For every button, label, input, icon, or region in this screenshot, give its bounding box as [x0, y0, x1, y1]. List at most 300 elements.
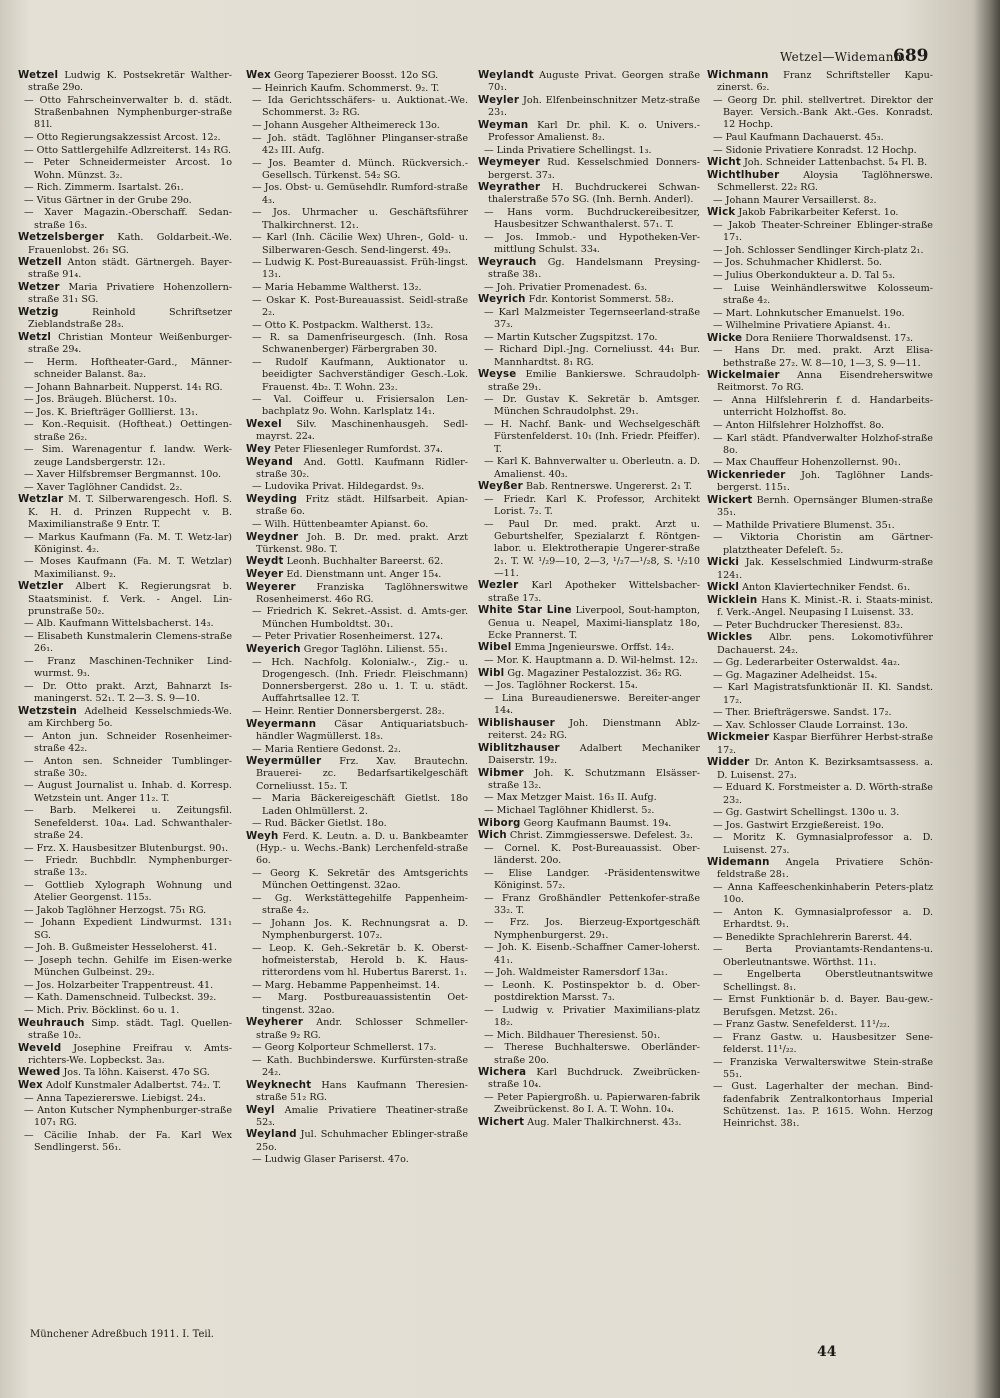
directory-entry [246, 444, 468, 456]
entry-text: — Dr. Gustav K. Sekretär b. Amtsger. München Schraudolphst. 29₁. [484, 394, 700, 418]
directory-entry [246, 1017, 468, 1042]
entry-text: — Otto Sattlergehilfe Adlzreiterst. 14₃ RG. [24, 144, 232, 156]
entry-text: Angela Privatiere Schön-feldstraße 28₁. [717, 857, 933, 881]
entry-text: — Joh. Privatier Promenadest. 6₃. [484, 281, 648, 293]
directory-entry [707, 457, 933, 469]
entry-text: — Friedrich K. Sekret.-Assist. d. Amts-ger. München Humboldtst. 30₁. [252, 606, 468, 630]
entry-surname: White Star Line [478, 605, 572, 617]
entry-text: Gg. Handelsmann Preysing-straße 38₁. [488, 256, 700, 281]
entry-surname: Weuhrauch [18, 1017, 85, 1029]
directory-entry [18, 307, 232, 332]
entry-text: Cäsar Antiquariatsbuch-händler Wagmüllerst. 18₃. [256, 718, 468, 742]
entry-text: — Peter Buchdrucker Theresienst. 83₂. [713, 619, 904, 631]
directory-entry [246, 207, 468, 232]
entry-surname: Weyland [246, 1129, 297, 1141]
directory-entry [246, 631, 468, 643]
directory-entry [246, 182, 468, 207]
entry-text: — Otto Fahrscheinverwalter b. d. städt. Straßenbahnen Nymphenburger-straße 81l. [24, 94, 232, 131]
entry-text: Christian Monteur Weißenburger-straße 29₄. [28, 331, 232, 356]
entry-text: — Anton jun. Schneider Rosenheimer-straße 42₂. [24, 730, 232, 754]
directory-entry [478, 805, 700, 817]
entry-surname: Wey [246, 443, 272, 455]
directory-column-1 [18, 70, 232, 1360]
directory-entry [246, 120, 468, 132]
entry-text: — Hans vorm. Buchdruckereibesitzer, Hausbesitzer Schwanthalerst. 57₁. T. [484, 207, 700, 231]
directory-entry [246, 1055, 468, 1080]
entry-text: Franziska Taglöhnerswitwe Rosenheimerst. 46o RG. [256, 581, 468, 605]
entry-text: Ludwig K. Postsekretär Walther-straße 29o. [28, 70, 232, 94]
directory-entry [18, 805, 232, 842]
directory-entry [707, 220, 933, 245]
directory-entry [707, 707, 933, 719]
directory-entry [707, 620, 933, 632]
directory-entry [478, 344, 700, 369]
directory-entry [18, 132, 232, 144]
entry-text: — Alb. Kaufmann Wittelsbacherst. 14₃. [24, 618, 214, 630]
entry-surname: Weylandt [478, 70, 534, 81]
entry-text: — Anna Kaffeeschenkinhaberin Peters-platz 10o. [713, 882, 933, 906]
directory-entry [18, 532, 232, 557]
entry-text: — Jos. Gastwirt Erzgießereist. 19o. [713, 819, 884, 831]
directory-entry [18, 257, 232, 282]
entry-text: — Ida Gerichtsschäfers- u. Auktionat.-We. Schommerst. 3₂ RG. [252, 95, 468, 119]
entry-text: — Rich. Zimmerm. Isartalst. 26₁. [24, 182, 184, 194]
directory-entry [18, 556, 232, 581]
directory-entry [478, 792, 700, 804]
entry-text: — Anton Kutscher Nymphenburger-straße 107₁ RG. [24, 1105, 232, 1129]
entry-text: Rud. Kesselschmied Donners-bergerst. 37₃. [488, 157, 700, 181]
entry-text: Aug. Maler Thalkirchnerst. 43₃. [524, 1116, 682, 1128]
entry-surname: Weydner [246, 531, 299, 543]
entry-text: — Herm. Hoftheater-Gard., Männer-schneider Balanst. 8a₂. [24, 356, 232, 380]
entry-surname: Wetzell [18, 257, 62, 269]
entry-text: — Sidonie Privatiere Konradst. 12 Hochp. [713, 144, 917, 156]
directory-entry [246, 943, 468, 980]
entry-text: — Karl (Inh. Cäcilie Wex) Uhren-, Gold- u. Silberwaren-Gesch. Send-lingerst. 49₃. [252, 232, 468, 256]
entry-text: Peter Fliesenleger Rumfordst. 37₄. [271, 443, 443, 455]
directory-entry [18, 70, 232, 95]
directory-entry [478, 1092, 700, 1117]
directory-entry [246, 719, 468, 744]
entry-text: M. T. Silberwarengesch. Hofl. S. K. H. d. Prinzen Ruppecht v. B. Maximilianstraße 9 Entr. T. [28, 494, 232, 530]
entry-surname: Wickl [707, 582, 740, 594]
directory-entry [707, 994, 933, 1019]
directory-entry [707, 283, 933, 308]
entry-text: — Franz Maschinen-Techniker Lind-wurmst. 9₃. [24, 655, 232, 680]
directory-entry [707, 670, 933, 682]
page-binding-shadow [974, 0, 1000, 1398]
directory-entry [478, 481, 700, 493]
entry-text: — Viktoria Choristin am Gärtner-platztheater Defeleſt. 5₂. [713, 532, 933, 556]
entry-surname: Wetzl [18, 331, 52, 343]
directory-entry [18, 157, 232, 182]
directory-entry [478, 182, 700, 207]
entry-text: — August Journalist u. Inhab. d. Korresp. Wetzstein unt. Anger 11₂. T. [24, 780, 232, 804]
directory-entry [707, 145, 933, 157]
directory-entry [18, 1043, 232, 1068]
directory-entry [246, 232, 468, 257]
directory-entry [246, 657, 468, 706]
directory-entry [246, 556, 468, 568]
entry-surname: Wiblishauser [478, 717, 555, 729]
entry-text: — Maria Bäckereigeschäft Gietlst. 18o Laden Ohlmüllerst. 2. [252, 793, 468, 817]
directory-entry [707, 807, 933, 819]
directory-entry [707, 820, 933, 832]
entry-text: — Jakob Theater-Schreiner Eblinger-straße 17₁. [713, 219, 933, 244]
entry-text: — Wilh. Hüttenbeamter Apianst. 6o. [252, 518, 429, 530]
entry-text: — Sim. Warenagentur f. landw. Werk-zeuge Landsbergerstr. 12₁. [24, 444, 232, 468]
entry-text: Reinhold Schriftsetzer Zieblandstraße 28₃. [28, 306, 232, 331]
entry-text: Adalbert Mechaniker Daiserstr. 19₂. [488, 742, 700, 766]
entry-surname: Wezler [478, 580, 519, 592]
directory-entry [246, 1154, 468, 1166]
footer-imprint: Münchener Adreßbuch 1911. I. Teil. [30, 1329, 214, 1340]
entry-surname: Weyerer [246, 581, 296, 593]
directory-entry [707, 395, 933, 420]
entry-surname: Wexel [246, 419, 282, 431]
entry-text: — H. Nachf. Bank- und Wechselgeschäft Fürstenfelderst. 10₁ (Inh. Friedr. Pfeiffer). T. [484, 419, 700, 455]
entry-text: — Joh. K. Eisenb.-Schaffner Camer-loherst. 41₁. [484, 942, 700, 966]
entry-surname: Wibmer [478, 767, 524, 779]
entry-surname: Wichera [478, 1067, 527, 1079]
entry-text: Karl Apotheker Wittelsbacher-straße 17₃. [488, 580, 700, 604]
entry-surname: Weyermann [246, 718, 317, 730]
entry-text: Karl Dr. phil. K. o. Univers.-Professor Amalienst. 8₂. [488, 119, 700, 144]
directory-entry [246, 582, 468, 607]
directory-entry [246, 569, 468, 581]
page-number: 689 [893, 46, 929, 66]
entry-text: — Peter Papiergroßh. u. Papierwaren-fabrik Zweibrückenst. 8o I. A. T. Wohn. 10₄. [484, 1092, 700, 1116]
directory-entry [18, 855, 232, 880]
entry-text: — Martin Kutscher Zugspitzst. 17o. [484, 331, 658, 343]
entry-text: Auguste Privat. Georgen straße 70₁. [488, 70, 700, 94]
entry-text: — Richard Dipl.-Jng. Corneliusst. 44₁ Bur. Mannhardtst. 8₁ RG. [484, 344, 700, 368]
entry-text: — Gg. Gastwirt Schellingst. 130o u. 3. [713, 807, 900, 819]
footer-signature-number: 44 [817, 1344, 837, 1360]
entry-text: Fritz städt. Hilfsarbeit. Apian-straße 6o. [256, 494, 468, 518]
directory-entry [18, 917, 232, 942]
entry-surname: Weyrauch [478, 256, 537, 268]
directory-column-2 [246, 70, 468, 1360]
directory-entry [18, 195, 232, 207]
entry-text: — Peter Schneidermeister Arcost. 1o Wohn. Münzst. 3₂. [24, 157, 232, 181]
directory-entry [707, 944, 933, 969]
directory-entry [246, 606, 468, 631]
entry-text: Ed. Dienstmann unt. Anger 15₄. [283, 569, 442, 580]
entry-text: — Leonh. K. Postinspektor b. d. Ober-postdirektion Marsst. 7₃. [484, 979, 700, 1004]
directory-entry [478, 257, 700, 282]
directory-entry [18, 382, 232, 394]
directory-entry [246, 158, 468, 183]
entry-text: — Joh. B. Gußmeister Hesseloherst. 41. [24, 942, 217, 954]
entry-text: — Ludovika Privat. Hildegardst. 9₃. [252, 481, 425, 493]
directory-entry [707, 907, 933, 932]
entry-text: — Barb. Melkerei u. Zeitungsfil. Senefelderst. 10a₄. Lad. Schwanthaler-straße 24. [24, 805, 232, 841]
entry-text: — Otto K. Postpackm. Waltherst. 13₂. [252, 319, 434, 331]
directory-entry [707, 969, 933, 994]
directory-entry [246, 831, 468, 868]
entry-surname: Wichert [478, 1116, 525, 1128]
directory-entry [246, 1129, 468, 1154]
entry-text: Dora Reniiere Thorwaldsenst. 17₃. [742, 332, 914, 344]
entry-text: — Frz. Jos. Bierzeug-Exportgeschäft Nymphenburgerst. 29₁. [484, 917, 700, 941]
directory-entry [18, 1105, 232, 1130]
entry-text: — Mathilde Privatiere Blumenst. 35₁. [713, 519, 895, 531]
entry-surname: Wicklein [707, 594, 758, 606]
entry-text: — Ludwig Glaser Pariserst. 47o. [252, 1154, 409, 1166]
directory-entry [478, 1117, 700, 1129]
entry-text: — Moses Kaufmann (Fa. M. T. Wetzlar) Maximilianst. 9₂. [24, 556, 232, 580]
entry-surname: Wichmann [707, 70, 769, 81]
entry-text: Emma Jngenieurswe. Orffst. 14₂. [511, 642, 675, 654]
directory-entry [18, 444, 232, 469]
directory-entry [707, 308, 933, 320]
entry-text: — Kath. Damenschneid. Tulbeckst. 39₂. [24, 992, 217, 1004]
entry-surname: Wich [478, 830, 507, 842]
directory-entry [478, 120, 700, 145]
entry-surname: Weyl [246, 1104, 275, 1116]
directory-entry [707, 832, 933, 857]
directory-entry [707, 757, 933, 782]
entry-text: — Maria Rentiere Gedonst. 2₂. [252, 743, 401, 755]
entry-text: — Jos. Immob.- und Hypotheken-Ver-mittlung Schulst. 33₄. [484, 231, 700, 256]
directory-entry [246, 793, 468, 818]
entry-text: — Marg. Postbureauassistentin Oet-tingenst. 32ao. [252, 992, 468, 1016]
directory-entry [478, 157, 700, 182]
entry-text: — Anton sen. Schneider Tumblinger-straße 30₂. [24, 755, 232, 779]
entry-text: — Peter Privatier Rosenheimerst. 127₄. [252, 631, 444, 643]
entry-surname: Weyrich [478, 294, 526, 306]
entry-surname: Weyßer [478, 481, 523, 493]
directory-entry [18, 756, 232, 781]
directory-entry [18, 581, 232, 618]
entry-surname: Wetzstein [18, 705, 77, 717]
entry-surname: Weydt [246, 556, 284, 568]
entry-text: — Anton Hilfslehrer Holzhoffst. 8o. [713, 419, 885, 431]
entry-surname: Weyman [478, 119, 529, 131]
entry-text: Albert K. Regierungsrat b. Staatsminist. f. Verk. - Angel. Lin-prunstraße 50₂. [28, 581, 232, 617]
entry-text: — Hans Dr. med. prakt. Arzt Elisa-bethstraße 27₂. W. 8—10, 1—3, S. 9—11. [713, 345, 933, 369]
directory-entry [246, 644, 468, 656]
entry-text: — Linda Privatiere Schellingst. 1₃. [484, 144, 652, 156]
directory-entry [246, 257, 468, 282]
directory-entry [246, 868, 468, 893]
directory-entry [18, 1005, 232, 1017]
entry-text: Kath. Goldarbeit.-We. Frauenlobst. 26₁ SG. [28, 232, 232, 256]
entry-text: — Franz Großhändler Pettenkofer-straße 33₂. T. [484, 892, 700, 916]
directory-entry [478, 942, 700, 967]
directory-entry [478, 693, 700, 718]
entry-surname: Wetzer [18, 282, 60, 294]
entry-text: — Heinrich Kaufm. Schommerst. 9₂. T. [252, 82, 440, 94]
directory-entry [707, 433, 933, 458]
directory-entry [478, 680, 700, 692]
directory-entry [707, 470, 933, 495]
entry-text: Christ. Zimmgiesserswe. Defelest. 3₂. [506, 830, 693, 842]
directory-entry [18, 394, 232, 406]
entry-text: Andr. Schlosser Schmeller-straße 9₂ RG. [256, 1017, 468, 1041]
directory-entry [246, 133, 468, 158]
directory-entry [18, 656, 232, 681]
directory-entry [246, 419, 468, 444]
entry-text: — Franziska Verwalterswitwe Stein-straße 55₁. [713, 1056, 933, 1080]
entry-surname: Weymeyer [478, 157, 541, 169]
directory-entry [478, 818, 700, 830]
directory-entry [478, 1067, 700, 1092]
entry-surname: Weyrather [478, 182, 541, 194]
entry-text: — Cornel. K. Post-Bureauassist. Ober-länderst. 20o. [484, 842, 700, 867]
entry-surname: Wetzler [18, 581, 64, 593]
directory-entry [478, 282, 700, 294]
entry-text: — Johann Jos. K. Rechnungsrat a. D. Nymphenburgerst. 107₂. [252, 917, 468, 942]
directory-entry [246, 494, 468, 519]
entry-text: — Joh. Waldmeister Ramersdorf 13a₁. [484, 967, 668, 979]
directory-entry [478, 743, 700, 768]
directory-entry [478, 868, 700, 893]
directory-entry [478, 456, 700, 481]
directory-entry [246, 83, 468, 95]
directory-entry [18, 780, 232, 805]
directory-entry [478, 1042, 700, 1067]
entry-text: — Max Metzger Maist. 16₃ II. Aufg. [484, 792, 657, 804]
entry-text: Jakob Fabrikarbeiter Keferst. 1o. [735, 207, 899, 219]
entry-text: Anton städt. Gärtnergeh. Bayer-straße 91₄. [28, 257, 232, 281]
entry-text: H. Buchdruckerei Schwan-thalerstraße 57o SG. (Inh. Bernh. Anderl). [488, 182, 700, 206]
directory-entry [246, 457, 468, 482]
entry-surname: Wetzig [18, 306, 59, 318]
entry-text: — Elise Landger. -Präsidentenswitwe Königinst. 57₂. [484, 867, 700, 891]
directory-entry [246, 893, 468, 918]
directory-entry [707, 582, 933, 594]
directory-entry [478, 830, 700, 842]
directory-entry [707, 333, 933, 345]
directory-entry [478, 494, 700, 519]
entry-surname: Weyerich [246, 643, 301, 655]
directory-entry [478, 294, 700, 306]
directory-entry [18, 482, 232, 494]
directory-entry [478, 718, 700, 743]
entry-text: — Ther. Briefträgerswe. Sandst. 17₂. [713, 707, 892, 719]
entry-text: Ferd. K. Leutn. a. D. u. Bankbeamter (Hyp.- u. Wechs.-Bank) Lerchenfeld-straße 6o. [256, 830, 468, 867]
directory-entry [707, 195, 933, 207]
entry-text: Joh. B. Dr. med. prakt. Arzt Türkenst. 98o. T. [256, 531, 468, 555]
directory-entry [478, 668, 700, 680]
directory-entry [478, 519, 700, 580]
entry-text: — Georg Kolporteur Schmellerst. 17₃. [252, 1042, 437, 1054]
directory-entry [246, 320, 468, 332]
directory-entry [478, 95, 700, 120]
entry-surname: Weyh [246, 830, 279, 842]
entry-text: — Frz. X. Hausbesitzer Blutenburgst. 90₁. [24, 842, 229, 854]
directory-entry [18, 980, 232, 992]
directory-entry [707, 532, 933, 557]
directory-entry [707, 132, 933, 144]
entry-text: Georg Kaufmann Baumst. 19₄. [520, 817, 672, 829]
directory-entry [18, 95, 232, 132]
entry-surname: Weyknecht [246, 1079, 312, 1091]
running-header: Wetzel—Widemann. [780, 50, 906, 64]
directory-entry [707, 170, 933, 195]
directory-entry [246, 756, 468, 793]
entry-text: Fdr. Kontorist Sommerst. 58₂. [525, 294, 674, 306]
directory-entry [478, 307, 700, 332]
entry-text: Amalie Privatiere Theatiner-straße 52₃. [256, 1104, 468, 1128]
entry-surname: Wex [18, 1080, 43, 1091]
entry-text: Gg. Magaziner Pestalozzist. 36₂ RG. [504, 667, 683, 679]
directory-entry [246, 295, 468, 320]
entry-text: Joh. Taglöhner Lands-bergerst. 115₁. [717, 470, 933, 494]
directory-entry [18, 469, 232, 481]
entry-text: — Jos. Bräugeh. Blücherst. 10₃. [24, 394, 178, 406]
entry-text: Karl Buchdruck. Zweibrücken-straße 10₄. [488, 1067, 700, 1091]
entry-surname: Weyand [246, 456, 294, 468]
directory-entry [18, 618, 232, 630]
directory-entry [478, 980, 700, 1005]
directory-entry [246, 332, 468, 357]
entry-text: — R. sa Damenfriseurgesch. (Inh. Rosa Schwanenberger) Färbergraben 30. [252, 332, 468, 356]
directory-entry [246, 70, 468, 82]
directory-entry [707, 595, 933, 620]
entry-text: — Engelberta Oberstleutnantswitwe Schellingst. 8₁. [713, 969, 933, 993]
entry-surname: Wiblitzhauser [478, 742, 560, 754]
directory-entry [18, 681, 232, 706]
entry-text: — Paul Dr. med. prakt. Arzt u. Geburtshelfer, Spezialarzt f. Röntgen-labor. u. Elektrotherapie Ungerer-straße 2₁. T. W. ¹/₂9—10, 2—3, ¹/₂7—¹/₂8, S. ¹/₂10—11. [484, 518, 700, 579]
entry-surname: Wickmeier [707, 732, 770, 744]
directory-entry [707, 245, 933, 257]
entry-text: — Friedr. Buchbdlr. Nymphenburger-straße 13₂. [24, 855, 232, 879]
entry-text: Anton Klaviertechniker Fendst. 6₁. [739, 582, 911, 594]
entry-text: — Hch. Nachfolg. Kolonialw.-, Zig.- u. Drogengesch. (Inh. Friedr. Fleischmann) Donnersbergerst. 28o u. 1. T. u. städt. Auffahrtsallee 12. T. [252, 656, 468, 705]
entry-surname: Weyer [246, 569, 284, 580]
entry-surname: Wicke [707, 332, 743, 344]
entry-text: — Moritz K. Gymnasialprofessor a. D. Luisenst. 27₃. [713, 832, 933, 856]
entry-text: — Georg Dr. phil. stellvertret. Direktor der Bayer. Versich.-Bank Akt.-Ges. Konradst. 12 Hochp. [713, 94, 933, 131]
entry-text: — Jos. Obst- u. Gemüsehdlr. Rumford-straße 4₃. [252, 182, 468, 206]
directory-entry [707, 782, 933, 807]
directory-entry [707, 257, 933, 269]
directory-entry [707, 320, 933, 332]
entry-text: — Johann Ausgeher Altheimereck 13o. [252, 120, 440, 132]
directory-entry [18, 407, 232, 419]
directory-entry [478, 369, 700, 394]
entry-surname: Wickelmaier [707, 370, 780, 382]
directory-entry [478, 580, 700, 605]
entry-surname: Wiborg [478, 817, 521, 829]
entry-surname: Wetzelsberger [18, 232, 105, 244]
entry-text: — Leop. K. Geh.-Sekretär b. K. Oberst-hofmeisterstab, Herold b. K. Haus-ritterordens vom hl. Hubertus Barerst. 1₁. [252, 942, 468, 979]
directory-entry [707, 70, 933, 95]
entry-text: Emilie Bankierswe. Schraudolph-straße 29₁. [488, 369, 700, 393]
entry-surname: Weyherer [246, 1017, 304, 1029]
directory-entry [478, 768, 700, 793]
entry-text: Jak. Kesselschmied Lindwurm-straße 124₁. [717, 557, 933, 581]
directory-entry [478, 605, 700, 642]
directory-entry [707, 420, 933, 432]
entry-surname: Weyler [478, 94, 520, 106]
directory-entry [246, 394, 468, 419]
directory-entry [478, 332, 700, 344]
entry-text: — Franz Gastw. u. Hausbesitzer Sene-felderst. 11¹/₂₂. [713, 1031, 933, 1055]
entry-surname: Wickert [707, 494, 753, 506]
entry-text: — Markus Kaufmann (Fa. M. T. Wetz-lar) Königinst. 4₂. [24, 531, 232, 555]
entry-text: — Ludwig v. Privatier Maximilians-platz 18₂. [484, 1004, 700, 1029]
entry-text: — Karl Malzmeister Tegernseerland-straße 37₃. [484, 306, 700, 331]
directory-entry [18, 1018, 232, 1043]
entry-text: — Oskar K. Post-Bureauassist. Seidl-straße 2₂. [252, 294, 468, 318]
entry-text: — Marg. Hebamme Pappenheimst. 14. [252, 979, 440, 991]
directory-entry [246, 818, 468, 830]
entry-text: Adolf Kunstmaler Adalbertst. 74₂. T. [42, 1080, 222, 1091]
